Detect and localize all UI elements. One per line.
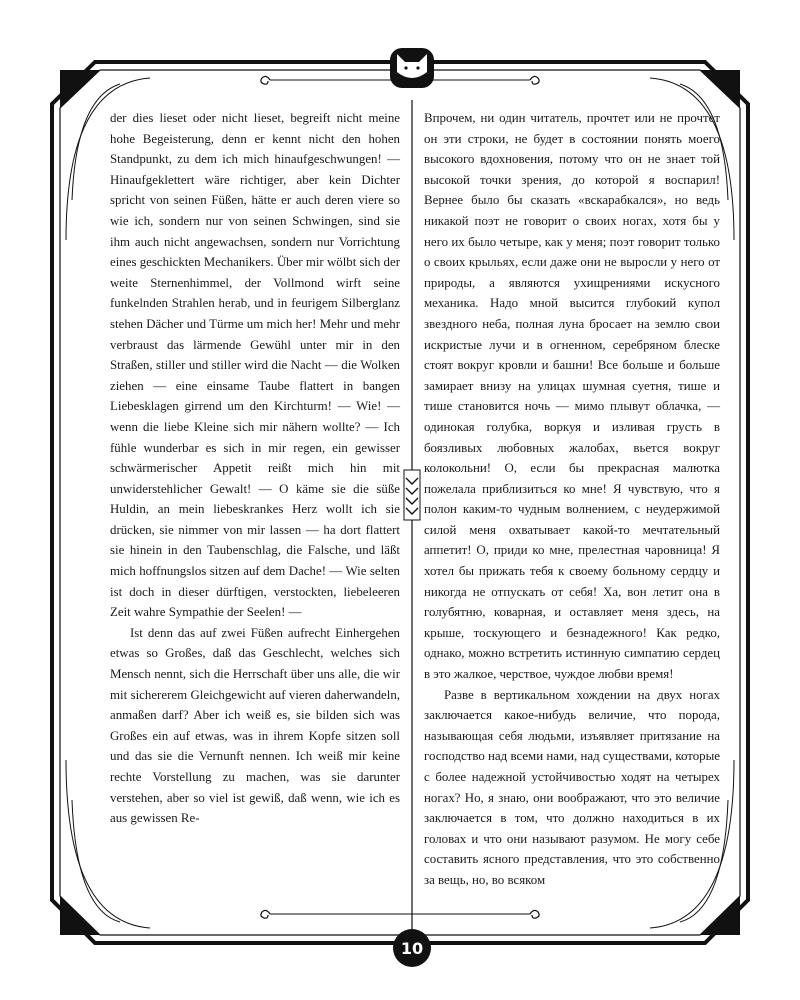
diamond-ornament-icon xyxy=(404,470,420,520)
german-column xyxy=(110,108,400,829)
scroll-curl-icon xyxy=(261,76,270,84)
russian-paragraph-1: Впрочем, ни один читатель, прочтет или не прочтет он эти строки, не будет в состоянии понять моего высокого вдохновения, потому что он не знает той высокой точки зрения, до которой я воспарил! Вернее было бы сказать «вскарабкался», но ведь никакой поэт не говорит о своих ногах, хотя бы у него их было четыре, как у меня; поэт говорит только о своих крыльях, если даже они не выросли у него от природы, а являются ухищрениями искусного механика. Надо мной высится глубокий купол звездного неба, полная луна бросает на землю свои искристые лучи и в огненном, серебряном блеске стоят вокруг кровли и башни! Все больше и больше замирает внизу на улицах шумная суетня, тише и тише становится ночь — мимо плывут облачка, — одинокая голубка, воркуя и изливая грусть в боязливых любовных жалобах, вьется вокруг колокольни! О, если бы прекрасная малютка пожелала приблизиться ко мне! Я чувствую, что я полон каким-то чудным волнением, с неудержимой силой меня охватывает какой-то мечтательный аппетит! О, приди ко мне, прелестная чаровница! Я хотел бы прижать тебя к своему больному сердцу и никогда не отпускать от себя! Ха, вон летит она в голубятню, коварная, и оставляет меня здесь, на крыше, тоскующего и безнадежного! Как редко, однако, можно встретить истинную симпатию сердец в это жалкое, черствое, чуждое любви время! xyxy=(424,111,720,682)
cat-face-icon xyxy=(390,48,434,88)
russian-column xyxy=(424,108,720,891)
german-paragraph-1: der dies lieset oder nicht lieset, begreift nicht meine hohe Begeisterung, denn er kennt nicht den hohen Standpunkt, zu dem ich mich hinaufgeschwungen! — Hinaufgeklettert wäre richtiger, aber kein Dichter spricht von seinen Füßen, hätte er auch deren viere so wie ich, sondern nur von seinen Schwingen, sind sie ihm auch nicht angewachsen, sondern nur Vorrichtung eines geschickten Mechanikers. Über mir wölbt sich der weite Sternenhimmel, der Vollmond wirft seine funkelnden Strahlen herab, und in feurigem Silberglanz stehen Dächer und Türme um mich her! Mehr und mehr verbraust das lärmende Gewühl unter mir in den Straßen, stiller und stiller wird die Nacht — die Wolken ziehen — eine einsame Taube flattert in bangen Liebesklagen girrend um den Kirchturm! — Wie! — wenn die liebe Kleine sich mir nähern wollte? — Ich fühle wunderbar es sich in mir regen, ein gewisser schwärmerischer Appetit reißt mich hin mit unwiderstehlicher Gewalt! — O käme sie die süße Huldin, an mein liebeskrankes Herz wollt ich sie drücken, sie nimmer von mir lassen — ha dort flattert sie hinein in den Taubenschlag, die Falsche, und läßt mich hoffnungslos sitzen auf dem Dache! — Wie selten ist doch in dieser dürftigen, verstockten, liebeleeren Zeit wahre Sympathie der Seelen! — xyxy=(110,111,400,620)
german-paragraph-2: Ist denn das auf zwei Füßen aufrecht Einhergehen etwas so Großes, daß das Geschlecht, welches sich Mensch nennt, sich die Herrschaft über uns alle, die wir mit sichererem Gleichgewicht auf vieren daherwandeln, anmaßen darf? Aber ich weiß es, sie bilden sich was Großes ein auf etwas, was in ihrem Kopfe sitzen soll und das sie die Vernunft nennen. Ich weiß mir keine rechte Vorstellung zu machen, was sie darunter verstehen, aber so viel ist gewiß, daß wenn, wie ich es aus gewissen Re- xyxy=(110,625,400,826)
scroll-curl-icon xyxy=(530,76,539,84)
scroll-curl-icon xyxy=(261,910,270,918)
scroll-curl-icon xyxy=(530,910,539,918)
russian-paragraph-2: Разве в вертикальном хождении на двух ногах заключается какое-нибудь величие, что порода, называющая себя людьми, изъявляет притязание на господство над всеми нами, над существами, которые с более надежной устойчивостью ходят на четырех ногах? Но, я знаю, они воображают, что это величие заключается в том, что должно находиться в их головах и что они называют разумом. Не могу себе составить ясного представления, что это собственно за вещь, но, во всяком xyxy=(424,687,720,887)
page-number: 10 xyxy=(393,929,431,967)
